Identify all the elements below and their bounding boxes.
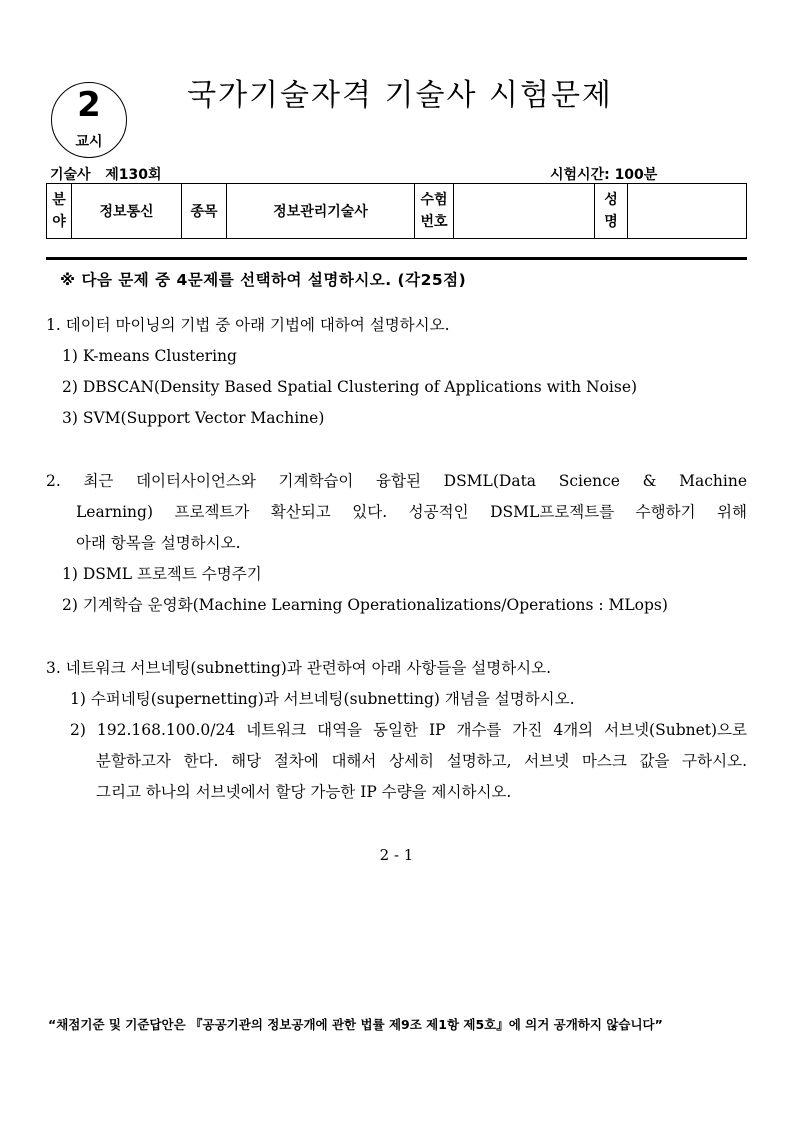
exam-no-value[interactable]: [454, 184, 595, 239]
question-2-item-2: 2) 기계학습 운영화(Machine Learning Operationalizations/Operations : MLops): [62, 596, 668, 614]
question-1-item-2: 2) DBSCAN(Density Based Spatial Clustering of Applications with Noise): [62, 378, 638, 396]
question-3-item-1: 1) 수퍼네팅(supernetting)과 서브네팅(subnetting) 개념을 설명하시오.: [70, 690, 575, 708]
disclosure-notice: “채점기준 및 기준답안은 『공공기관의 정보공개에 관한 법률 제9조 제1항 제5호』에 의거 공개하지 않습니다”: [48, 1017, 663, 1032]
question-3-item-2-line-2: 분할하고자 한다. 해당 절차에 대해서 상세히 설명하고, 서브넷 마스크 값을 구하시오.: [96, 752, 747, 770]
exam-round: 기술사 제130회: [50, 167, 162, 183]
question-2-text-line-2: Learning) 프로젝트가 확산되고 있다. 성공적인 DSML프로젝트를 수행하기 위해: [76, 503, 747, 521]
name-label-1: 성: [604, 192, 618, 208]
category-value: 정보관리기술사: [227, 184, 415, 239]
question-2-item-1: 1) DSML 프로젝트 수명주기: [62, 565, 262, 583]
category-label: 종목: [182, 184, 227, 239]
question-3-text: 3. 네트워크 서브네팅(subnetting)과 관련하여 아래 사항들을 설명하시오.: [46, 659, 552, 677]
field-value: 정보통신: [72, 184, 182, 239]
session-label: 교시: [75, 134, 103, 150]
exam-no-label-1: 수험: [420, 192, 448, 208]
page-number: 2 - 1: [379, 846, 414, 864]
name-label-cell: [595, 184, 628, 239]
instruction: ※ 다음 문제 중 4문제를 선택하여 설명하시오. (각25점): [60, 271, 467, 289]
question-1-item-1: 1) K-means Clustering: [62, 347, 237, 365]
question-3-item-2-line-3: 그리고 하나의 서브넷에서 할당 가능한 IP 수량을 제시하시오.: [96, 783, 512, 801]
exam-no-label-cell: [415, 184, 454, 239]
exam-no-label-2: 번호: [420, 214, 448, 230]
field-label-2: 야: [52, 214, 66, 230]
session-number: 2: [77, 85, 101, 125]
question-2-text-line-3: 아래 항목을 설명하시오.: [76, 534, 241, 552]
exam-time: 시험시간: 100분: [550, 167, 658, 183]
exam-info-table: [46, 183, 747, 239]
question-2-text-line-1: 2. 최근 데이터사이언스와 기계학습이 융합된 DSML(Data Science & Machine: [46, 472, 747, 490]
header-divider: [46, 257, 747, 260]
question-1-item-3: 3) SVM(Support Vector Machine): [62, 409, 325, 427]
name-value[interactable]: [628, 184, 747, 239]
session-badge: [51, 82, 127, 158]
field-label-1: 분: [52, 192, 66, 208]
question-1-text: 1. 데이터 마이닝의 기법 중 아래 기법에 대하여 설명하시오.: [46, 316, 450, 334]
field-label-cell: [47, 184, 72, 239]
name-label-2: 명: [604, 214, 618, 230]
question-3-item-2-line-1: 2) 192.168.100.0/24 네트워크 대역을 동일한 IP 개수를 가진 4개의 서브넷(Subnet)으로: [70, 721, 747, 739]
page-title: 국가기술자격 기술사 시험문제: [187, 78, 613, 113]
